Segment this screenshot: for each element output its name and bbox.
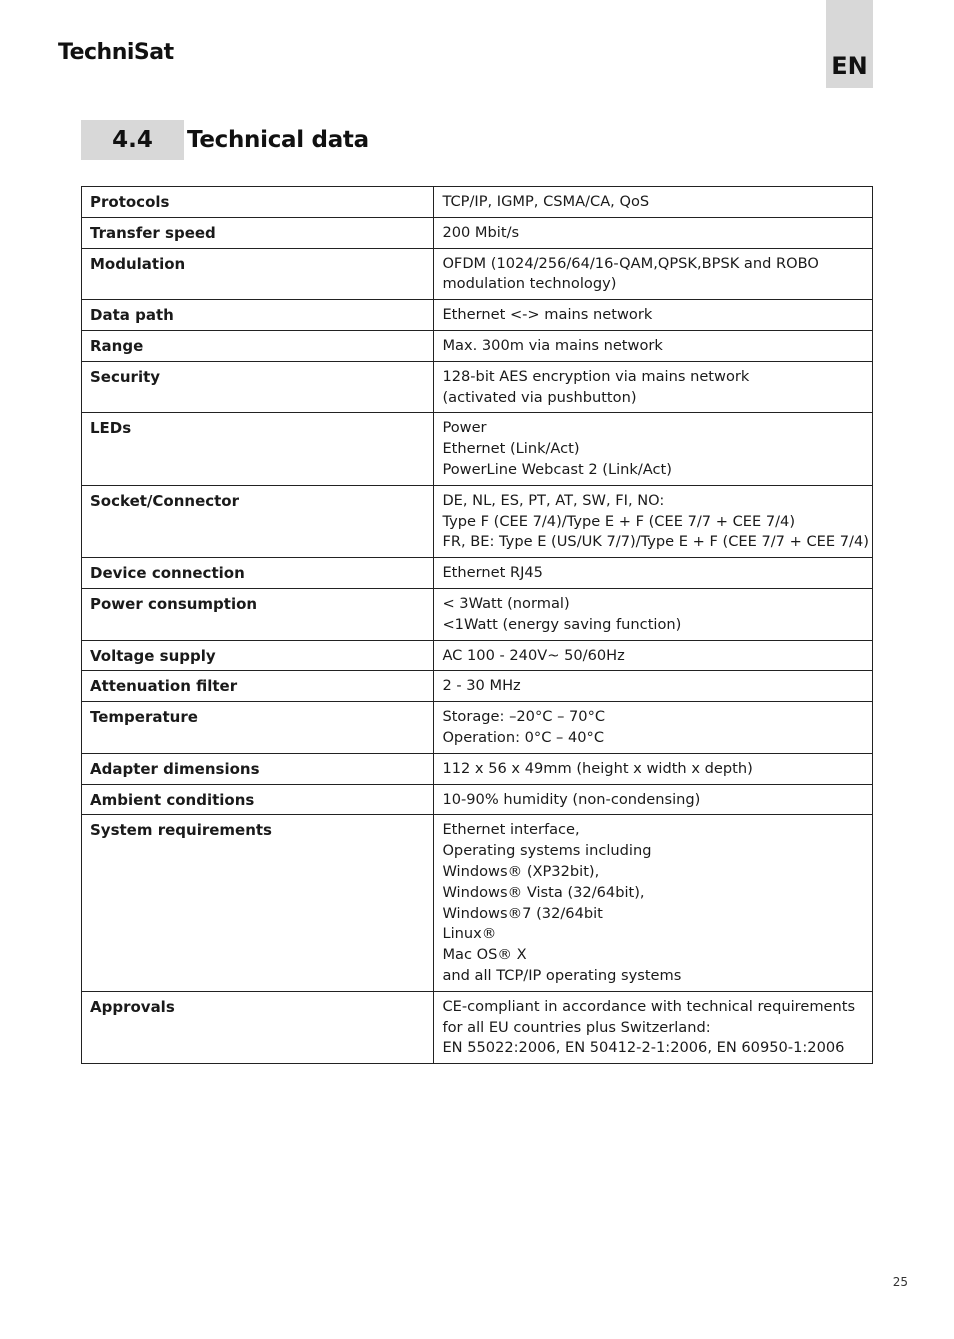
spec-value-line: Linux® — [442, 925, 497, 943]
spec-value-line: Operation: 0°C – 40°C — [442, 728, 605, 746]
spec-value-line: Ethernet interface, — [442, 821, 580, 839]
spec-value-line: Ethernet <-> mains network — [442, 306, 653, 324]
spec-value-line: Type F (CEE 7/4)/Type E + F (CEE 7/7 + CEE 7/4) — [442, 512, 796, 530]
spec-label: Temperature — [82, 702, 434, 754]
table-row — [82, 991, 873, 1063]
spec-value-line: AC 100 - 240V~ 50/60Hz — [442, 646, 625, 664]
language-tab: EN — [826, 0, 873, 88]
table-row — [82, 753, 873, 784]
spec-label: System requirements — [82, 815, 434, 991]
spec-value-line: Ethernet (Link/Act) — [442, 440, 580, 458]
spec-value — [434, 217, 873, 248]
spec-value — [434, 485, 873, 557]
spec-value-line: Windows®7 (32/64bit — [442, 904, 603, 922]
spec-value — [434, 558, 873, 589]
spec-value — [434, 991, 873, 1063]
spec-value-line: PowerLine Webcast 2 (Link/Act) — [442, 460, 672, 478]
table-row — [82, 361, 873, 413]
spec-value — [434, 187, 873, 218]
spec-label: Data path — [82, 300, 434, 331]
spec-value-line: Windows® Vista (32/64bit), — [442, 883, 645, 901]
spec-value — [434, 784, 873, 815]
spec-value-line: FR, BE: Type E (US/UK 7/7)/Type E + F (CEE 7/7 + CEE 7/4) — [442, 533, 869, 551]
spec-value — [434, 753, 873, 784]
spec-value-line: EN 55022:2006, EN 50412-2-1:2006, EN 60950-1:2006 — [442, 1039, 845, 1057]
section-number: 4.4 — [81, 120, 184, 160]
spec-label: Transfer speed — [82, 217, 434, 248]
spec-value-line: Max. 300m via mains network — [442, 336, 663, 354]
spec-label: Modulation — [82, 248, 434, 300]
spec-value-line: < 3Watt (normal) — [442, 594, 570, 612]
table-row — [82, 187, 873, 218]
table-row — [82, 815, 873, 991]
spec-label: Protocols — [82, 187, 434, 218]
spec-label: Range — [82, 330, 434, 361]
spec-label: Socket/Connector — [82, 485, 434, 557]
spec-value-line: Power — [442, 419, 487, 437]
spec-value — [434, 815, 873, 991]
spec-value-line: Windows® (XP32bit), — [442, 862, 600, 880]
spec-value-line: DE, NL, ES, PT, AT, SW, FI, NO: — [442, 491, 665, 509]
spec-label: Voltage supply — [82, 640, 434, 671]
spec-value — [434, 588, 873, 640]
spec-value-line: OFDM (1024/256/64/16-QAM,QPSK,BPSK and ROBO — [442, 254, 819, 272]
spec-value — [434, 671, 873, 702]
spec-value — [434, 300, 873, 331]
spec-label: Adapter dimensions — [82, 753, 434, 784]
spec-value-line: Mac OS® X — [442, 946, 527, 964]
table-row — [82, 702, 873, 754]
spec-label: Device connection — [82, 558, 434, 589]
spec-label: LEDs — [82, 413, 434, 485]
page-number: 25 — [892, 1275, 908, 1289]
spec-label: Security — [82, 361, 434, 413]
spec-label: Power consumption — [82, 588, 434, 640]
table-row — [82, 413, 873, 485]
spec-value — [434, 330, 873, 361]
table-row — [82, 330, 873, 361]
table-row — [82, 640, 873, 671]
spec-label: Ambient conditions — [82, 784, 434, 815]
table-row — [82, 485, 873, 557]
spec-value — [434, 413, 873, 485]
table-row — [82, 671, 873, 702]
table-row — [82, 248, 873, 300]
spec-value-line: 200 Mbit/s — [442, 223, 520, 241]
spec-value-line: and all TCP/IP operating systems — [442, 966, 682, 984]
brand-logo: TechniSat — [58, 40, 174, 65]
spec-value-line: 128-bit AES encryption via mains network — [442, 367, 750, 385]
spec-value — [434, 361, 873, 413]
spec-value-line: (activated via pushbutton) — [442, 388, 637, 406]
section-title: Technical data — [187, 127, 369, 153]
spec-value-line: Operating systems including — [442, 842, 652, 860]
spec-value-line: TCP/IP, IGMP, CSMA/CA, QoS — [442, 193, 650, 210]
table-row — [82, 217, 873, 248]
technical-data-table — [81, 186, 873, 1064]
spec-label: Attenuation filter — [82, 671, 434, 702]
spec-value-line: CE-compliant in accordance with technical requirements — [442, 997, 856, 1015]
spec-value — [434, 702, 873, 754]
spec-value-line: 10-90% humidity (non-condensing) — [442, 790, 701, 808]
spec-label: Approvals — [82, 991, 434, 1063]
table-row — [82, 300, 873, 331]
spec-value-line: for all EU countries plus Switzerland: — [442, 1018, 711, 1036]
table-row — [82, 558, 873, 589]
spec-value-line: 112 x 56 x 49mm (height x width x depth) — [442, 759, 753, 777]
spec-value-line: 2 - 30 MHz — [442, 677, 521, 695]
spec-value — [434, 640, 873, 671]
spec-value-line: Storage: –20°C – 70°C — [442, 708, 606, 726]
spec-value-line: <1Watt (energy saving function) — [442, 615, 682, 633]
spec-value-line: modulation technology) — [442, 275, 617, 293]
table-row — [82, 784, 873, 815]
spec-value — [434, 248, 873, 300]
spec-value-line: Ethernet RJ45 — [442, 564, 543, 582]
table-row — [82, 588, 873, 640]
